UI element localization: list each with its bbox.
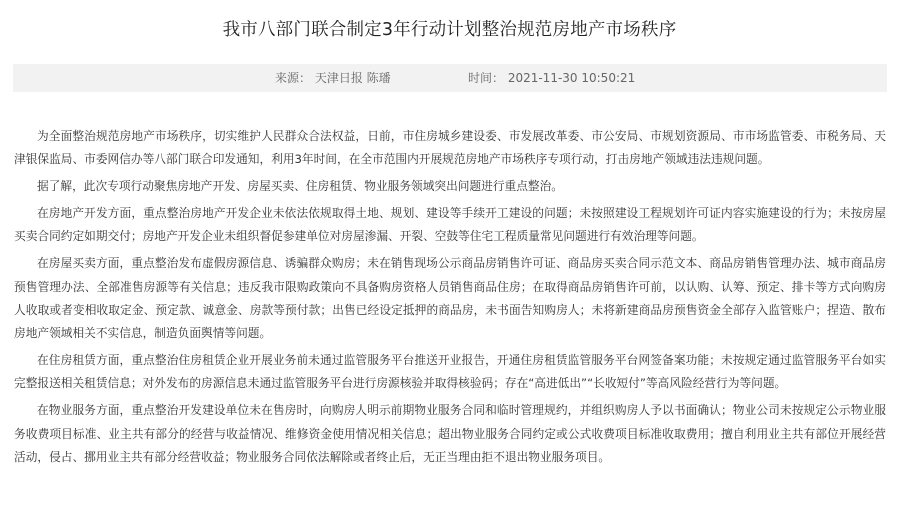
article-paragraph-intro: 为全面整治规范房地产市场秩序，切实维护人民群众合法权益，日前，市住房城乡建设委、市发展改革委、市公安局、市规划资源局、市市场监管委、市税务局、天津银保监局、市委网信办等八部门联合印发通知，利用3年时间，在全市范围内开展规范房地产市场秩序专项行动，打击房地产领域违法违规问题。 (14, 129, 886, 167)
article-paragraph-sales: 在房屋买卖方面，重点整治发布虚假房源信息、诱骗群众购房；未在销售现场公示商品房销售许可证、商品房买卖合同示范文本、商品房销售管理办法、城市商品房预售管理办法、全部准售房源等有关信息；违反我市限购政策向不具备购房资格人员销售商品住房；在取得商品房销售许可前，以认购、认筹、预定、排卡等方式向购房人收取或者变相收取定金、预定款、诚意金、房款等预付款；出售已经设定抵押的商品房，未书面告知购房人；未将新建商品房预售资金全部存入监管账户；捏造、散布房地产领域相关不实信息，制造负面舆情等问题。 (14, 256, 886, 341)
article-time: 时间： 2021-11-30 10:50:21 (468, 71, 636, 85)
article-paragraph-development: 在房地产开发方面，重点整治房地产开发企业未依法依规取得土地、规划、建设等手续开工建设的问题；未按照建设工程规划许可证内容实施建设的行为；未按房屋买卖合同约定如期交付；房地产开发企业未组织督促参建单位对房屋渗漏、开裂、空鼓等住宅工程质量常见问题进行有效治理等问题。 (14, 206, 886, 244)
article-title: 我市八部门联合制定3年行动计划整治规范房地产市场秩序 (222, 20, 677, 40)
article-meta-bar (13, 64, 887, 92)
article-body (14, 125, 886, 473)
article-paragraph-property-service: 在物业服务方面，重点整治开发建设单位未在售房时，向购房人明示前期物业服务合同和临时管理规约，并组织购房人予以书面确认；物业公司未按规定公示物业服务收费项目标准、业主共有部分的经营与收益情况、维修资金使用情况相关信息；超出物业服务合同约定或公式收费项目标准收取费用；擅自利用业主共有部位开展经营活动，侵占、挪用业主共有部分经营收益；物业服务合同依法解除或者终止后，无正当理由拒不退出物业服务项目。 (14, 403, 886, 464)
article-paragraph-focus: 据了解，此次专项行动聚焦房地产开发、房屋买卖、住房租赁、物业服务领域突出问题进行重点整治。 (37, 179, 563, 194)
article-source: 来源： 天津日报 陈璠 (275, 71, 391, 85)
article-paragraph-rental: 在住房租赁方面，重点整治住房租赁企业开展业务前未通过监管服务平台推送开业报告，开通住房租赁监管服务平台网签备案功能；未按规定通过监管服务平台如实完整报送相关租赁信息；对外发布的房源信息未通过监管服务平台进行房源核验并取得核验码；存在“高进低出”“长收短付”等高风险经营行为等问题。 (14, 353, 886, 391)
